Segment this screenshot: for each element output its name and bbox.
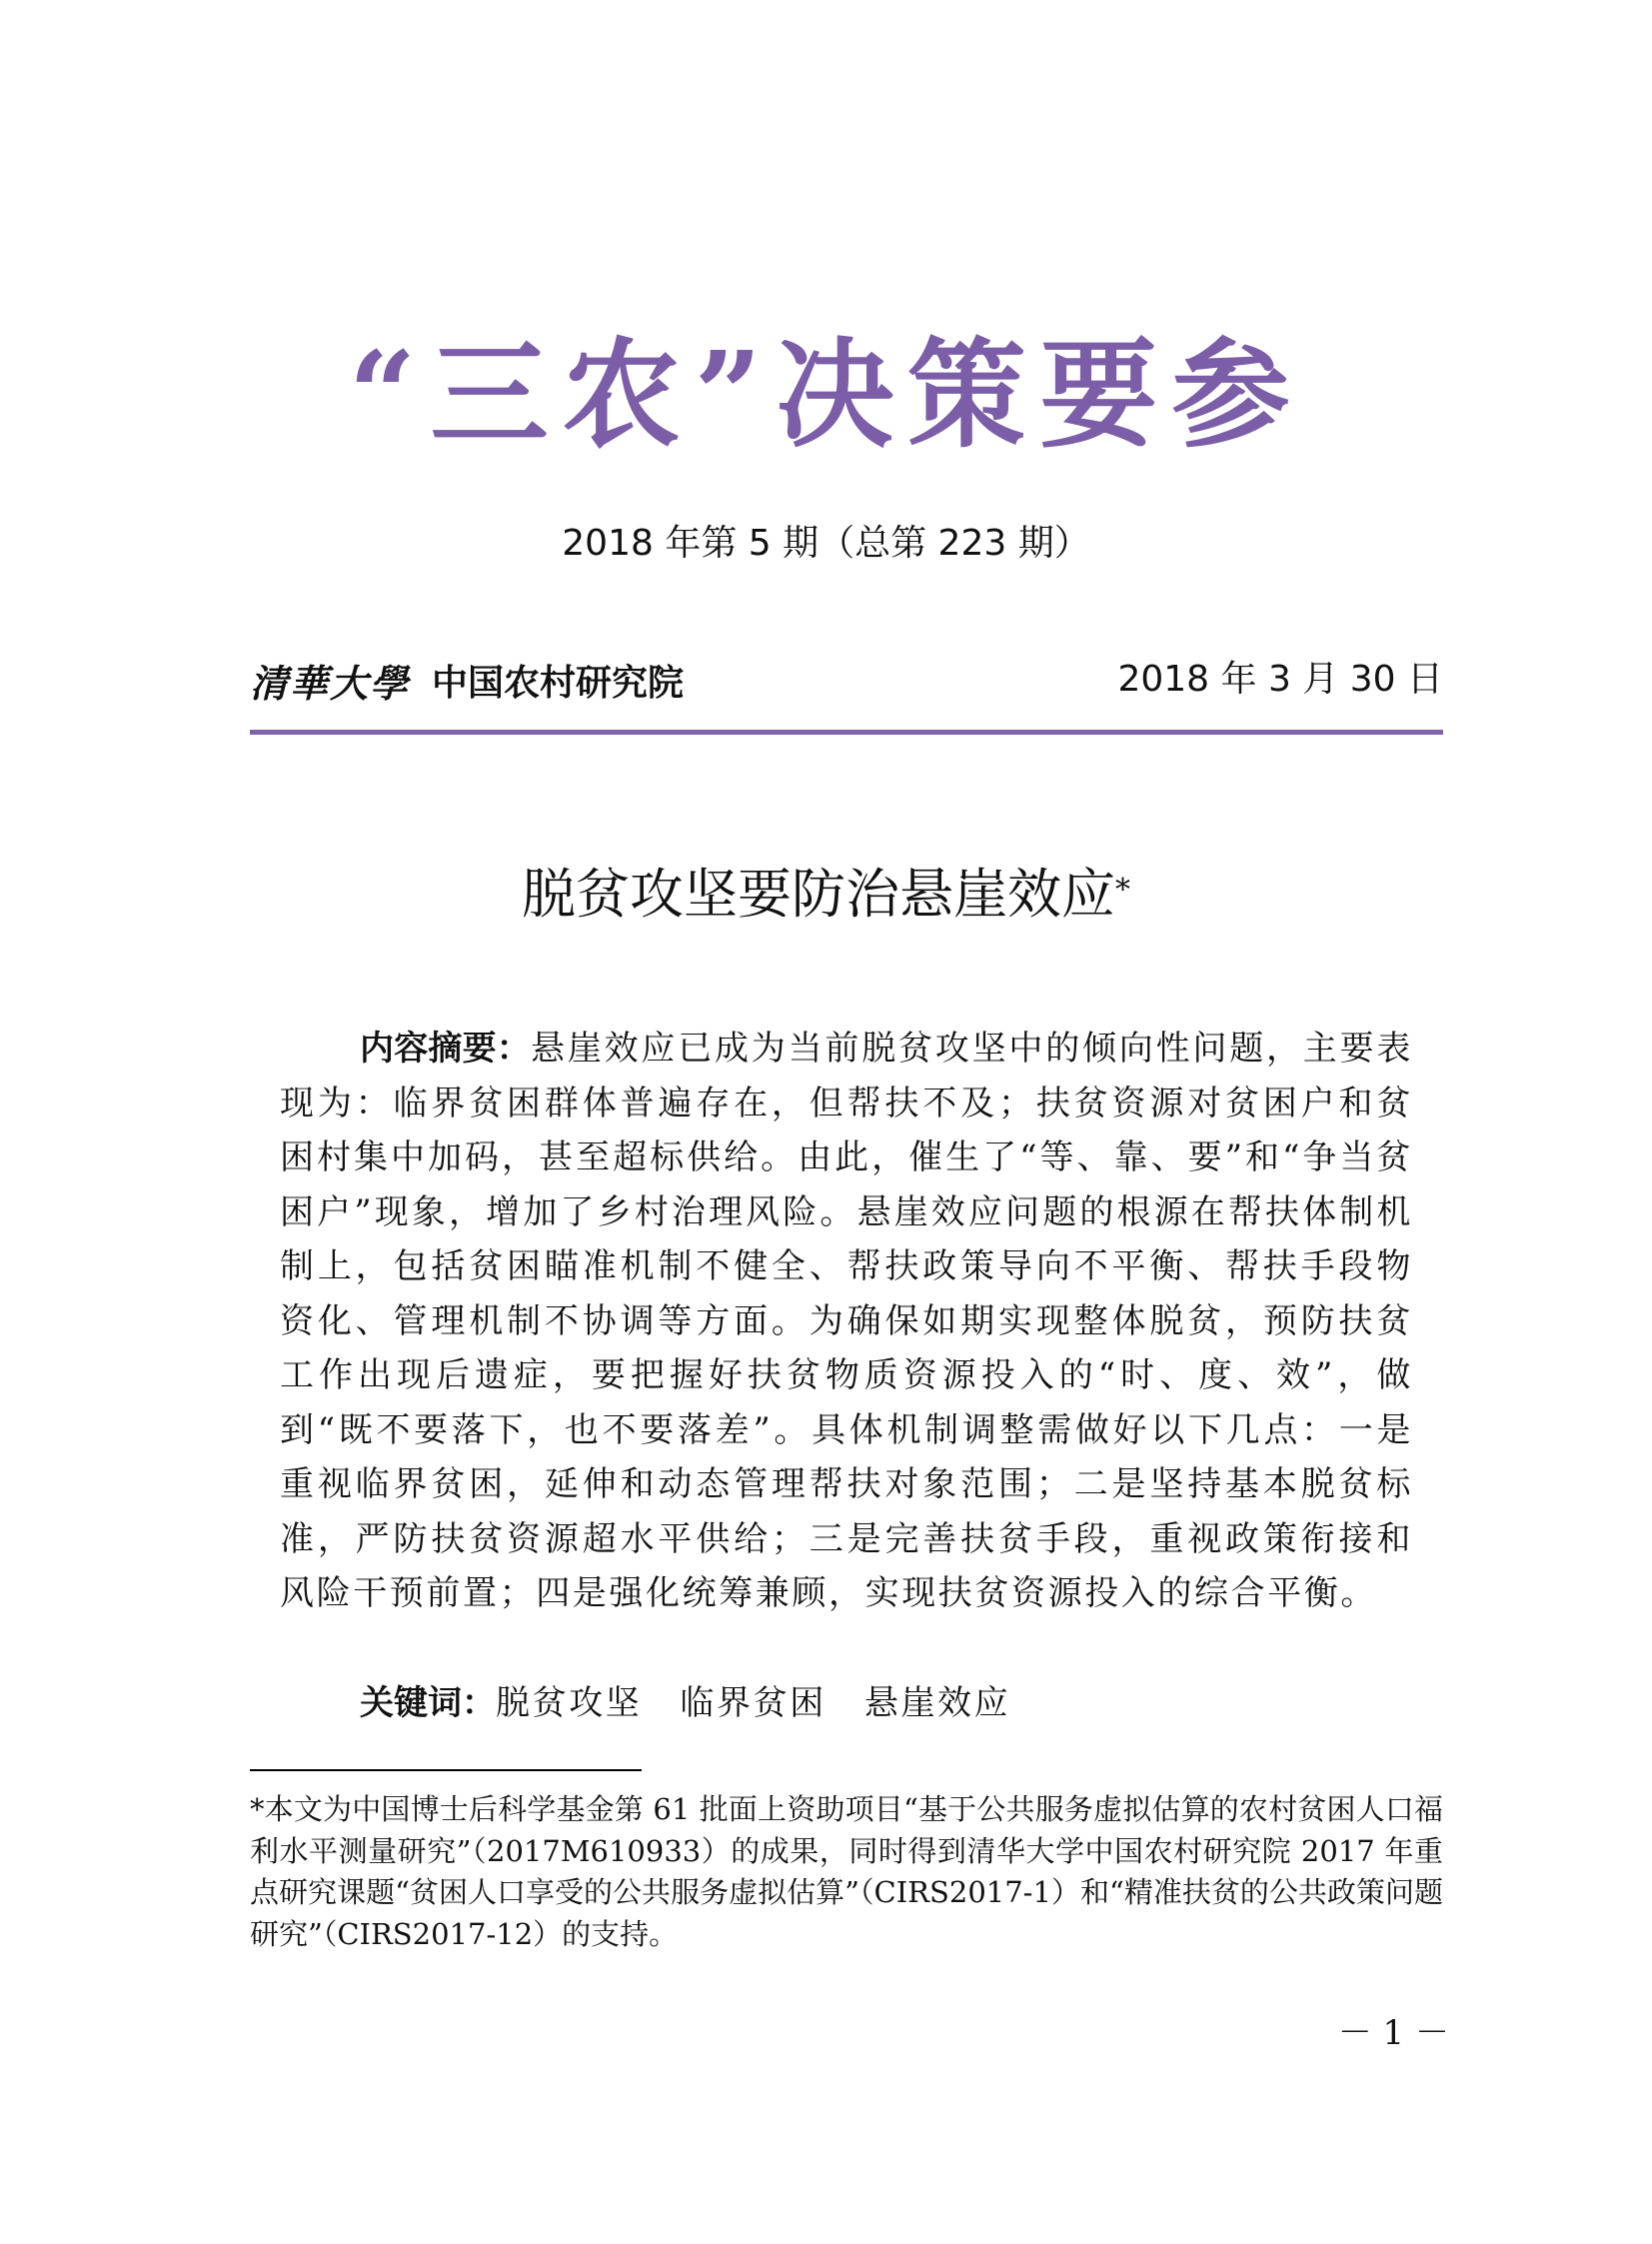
article-title: [0, 860, 1652, 930]
header-divider: [250, 730, 1443, 735]
issue-number: 2018 年第 5 期（总第 223 期）: [562, 523, 1090, 564]
footnote: *本文为中国博士后科学基金第 61 批面上资助项目“基于公共服务虚拟估算的农村贫困人口福利水平测量研究”（2017M610933）的成果，同时得到清华大学中国农村研究院 2017 年重点研究课题“贫困人口享受的公共服务虚拟估算”（CIRS2017-1）和“精准扶贫的公共政策问题研究”（CIRS2017-12）的支持。: [250, 1792, 1443, 1951]
keyword-item: 临界贫困: [680, 1683, 826, 1723]
publication-date: 2018 年 3 月 30 日: [1117, 659, 1443, 700]
publication-masthead: “三农”决策要参: [348, 325, 1304, 464]
keywords-line: [360, 1676, 1010, 1730]
tsinghua-university-logo: 清華大學: [250, 660, 411, 706]
keywords-label: 关键词：: [360, 1683, 496, 1723]
institution-block: [250, 652, 684, 708]
abstract-text: 悬崖效应已成为当前脱贫攻坚中的倾向性问题，主要表现为：临界贫困群体普遍存在，但帮扶不及；扶贫资源对贫困户和贫困村集中加码，甚至超标供给。由此，催生了“等、靠、要”和“争当贫困户”现象，增加了乡村治理风险。悬崖效应问题的根源在帮扶体制机制上，包括贫困瞄准机制不健全、帮扶政策导向不平衡、帮扶手段物资化、管理机制不协调等方面。为确保如期实现整体脱贫，预防扶贫工作出现后遗症，要把握好扶贫物质资源投入的“时、度、效”，做到“既不要落下，也不要落差”。具体机制调整需做好以下几点：一是重视临界贫困，延伸和动态管理帮扶对象范围；二是坚持基本脱贫标准，严防扶贫资源超水平供给；三是完善扶贫手段，重视政策衔接和风险干预前置；四是强化统筹兼顾，实现扶贫资源投入的综合平衡。: [280, 1029, 1413, 1613]
abstract-paragraph: [280, 1022, 1413, 1621]
keyword-item: 脱贫攻坚: [496, 1683, 643, 1723]
keyword-item: 悬崖效应: [863, 1683, 1011, 1723]
publisher-header: [250, 652, 1443, 708]
abstract-label: 内容摘要：: [360, 1029, 531, 1069]
page-number: － 1 －: [1337, 2013, 1449, 2053]
article-title-text: 脱贫攻坚要防治悬崖效应: [522, 863, 1115, 926]
footnote-divider: [250, 1769, 642, 1771]
institute-name: 中国农村研究院: [432, 661, 685, 704]
title-footnote-marker: *: [1115, 873, 1130, 908]
